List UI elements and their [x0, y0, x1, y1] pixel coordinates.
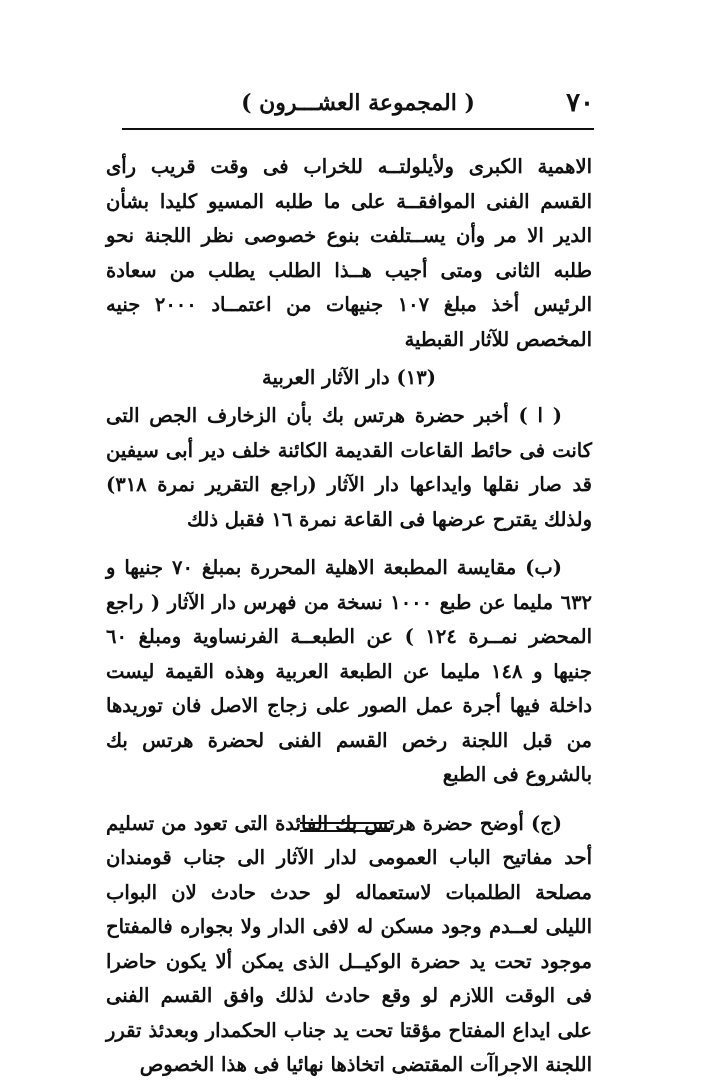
paragraph-c: (ج) أوضح حضرة هرتس بك الفائدة التى تعود من تسليم أحد مفاتيح الباب العمومى لدار الآثار الى جناب قومندان مصلحة الطلمبات لاستعماله لو حدث حادث لان البواب الليلى لعــدم وجود مسكن له لافى الدار ولا بجواره فالمفتاح موجود تحت يد حضرة الوكيــل الذى يمكن ألا يكون حاضرا فى الوقت اللازم لو وقع حادث لذلك وافق القسم الفنى على ايداع المفتاح مؤقتا تحت يد جناب الحكمدار وبعدئذ تقرر اللجنة الاجراآت المقتضى اتخاذها نهائيا فى هذا الخصوص	[106, 811, 592, 1076]
header-divider	[122, 128, 594, 130]
page-number: ٧٠	[566, 88, 594, 118]
paragraph-a: ( ا ) أخبر حضرة هرتس بك بأن الزخارف الجص التى كانت فى حائط القاعات القديمة الكائنة خلف دير أبى سيفين قد صار نقلها وايداعها دار الآثار (راجع التقرير نمرة ٣١٨) ولذلك يقترح عرضها فى القاعة نمرة ١٦ فقبل ذلك	[106, 404, 592, 531]
end-divider	[300, 822, 390, 832]
paragraph-intro: الاهمية الكبرى ولأيلولتــه للخراب فى وقت قريب رأى القسم الفنى الموافقــة على ما طلبه المسيو كليدا بشأن الدير الا مر وأن يســتلفت بنوع خصوصى نظر اللجنة نحو طلبه الثانى ومتى أجيب هــذا الطلب يطلب من سعادة الرئيس أخذ مبلغ ١٠٧ جنيهات من اعتمــاد ٢٠٠٠ جنيه المخصص للآثار القبطية	[106, 155, 592, 351]
page-header	[122, 80, 594, 126]
body-text	[106, 150, 592, 1083]
paragraph-b: (ب) مقايسة المطبعة الاهلية المحررة بمبلغ ٧٠ جنيها و ٦٣٢ مليما عن طبع ١٠٠٠ نسخة من فهرس دار الآثار ( راجع المحضر نمــرة ١٢٤ ) عن الطبعــة الفرنساوية ومبلغ ٦٠ جنيها و ١٤٨ مليما عن الطبعة العربية وهذه القيمة ليست داخلة فيها أجرة عمل الصور على زجاج الاصل فان توريدها من قبل اللجنة رخص القسم الفنى لحضرة هرتس بك بالشروع فى الطبع	[106, 556, 593, 786]
running-title: ( المجموعة العشـــرون )	[241, 90, 475, 116]
section-heading: (١٣) دار الآثار العربية	[262, 366, 436, 389]
